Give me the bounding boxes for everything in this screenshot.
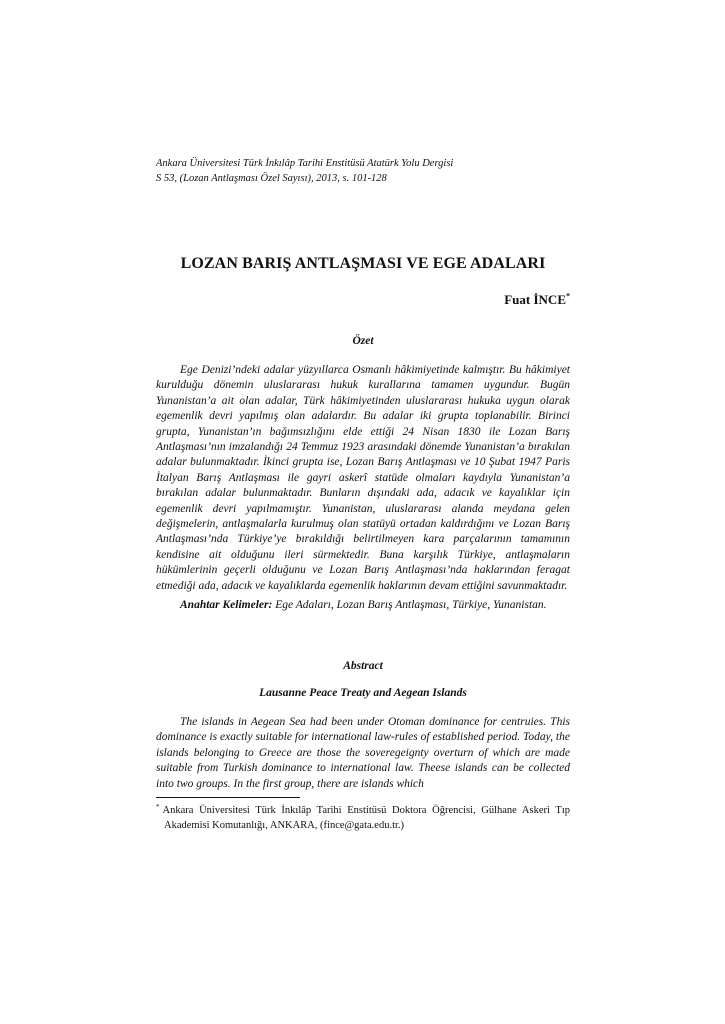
- abstract-subheading: Lausanne Peace Treaty and Aegean Islands: [259, 687, 467, 699]
- article-title: LOZAN BARIŞ ANTLAŞMASI VE EGE ADALARI: [180, 255, 546, 272]
- author-line: [504, 292, 570, 308]
- keywords-label: Anahtar Kelimeler:: [180, 599, 273, 611]
- footnote-text: Ankara Üniversitesi Türk İnkılâp Tarihi Enstitüsü Doktora Öğrencisi, Gülhane Askeri Tıp Akademisi Komutanlığı, ANKARA, (fince@gata.edu.tr.): [162, 805, 570, 831]
- ozet-body: Ege Denizi’ndeki adalar yüzyıllarca Osmanlı hâkimiyetinde kalmıştır. Bu hâkimiyet kurulduğu dönemin uluslararası hukuk kurallarına tamamen uygundur. Bugün Yunanistan’a ait olan adalar, Türk hâkimiyetinden uluslararası hukuka uygun olarak egemenlik devri yapılmış olan adalardır. Bu adalar iki grupta toplanabilir. Birinci grupta, Yunanistan’ın bağımsızlığını elde ettiği 24 Nisan 1830 ile Lozan Barış Antlaşması’nın imzalandığı 24 Temmuz 1923 arasındaki dönemde Yunanistan’a bırakılan adalar bulunmaktadır. İkinci grupta ise, Lozan Barış Antlaşması ve 10 Şubat 1947 Paris İtalyan Barış Antlaşması ile gayri askerî statüde olmaları kaydıyla Yunanistan’a bırakılan adalar bulunmaktadır. Bunların dışındaki ada, adacık ve kayalıklar için egemenlik devri yapılmamıştır. Yunanistan, uluslararası alanda meydana gelen değişmelerin, antlaşmalarla kurulmuş olan statüyü ortadan kaldırdığını ve Lozan Barış Antlaşması’nda Türkiye’ye bırakıldığı belirtilmeyen kara parçalarının tamamının kendisine ait olduğunu ileri sürmektedir. Buna karşılık Türkiye, antlaşmaların hükümlerinin geçerli olduğunu ve Lozan Barış Antlaşması’nda haklarından feragat etmediği ada, adacık ve kayalıklarda egemenlik haklarının devam ettiğini savunmaktadır.: [156, 364, 570, 592]
- journal-name-line: Ankara Üniversitesi Türk İnkılâp Tarihi Enstitüsü Atatürk Yolu Dergisi: [156, 158, 454, 169]
- abstract-body: The islands in Aegean Sea had been under Otoman dominance for centruies. This dominance is exactly suitable for international law-rules of established period. Today, the islands belonging to Greece are those the soveregeignty overturn of which are made suitable from Turkish dominance to international law. Theese islands can be collected into two groups. In the first group, there are islands which: [156, 716, 570, 790]
- journal-header: [156, 156, 570, 186]
- abstract-heading: Abstract: [343, 660, 383, 672]
- author-name: Fuat İNCE: [504, 292, 566, 307]
- author-footnote-marker: *: [566, 291, 570, 301]
- keywords-paragraph: [156, 598, 570, 613]
- footnote: [156, 803, 570, 833]
- journal-issue-line: S 53, (Lozan Antlaşması Özel Sayısı), 2013, s. 101-128: [156, 173, 387, 184]
- ozet-heading: Özet: [352, 335, 374, 347]
- keywords-text: Ege Adaları, Lozan Barış Antlaşması, Türkiye, Yunanistan.: [275, 599, 547, 611]
- footnote-marker: *: [156, 802, 160, 811]
- footnote-divider: [156, 797, 300, 798]
